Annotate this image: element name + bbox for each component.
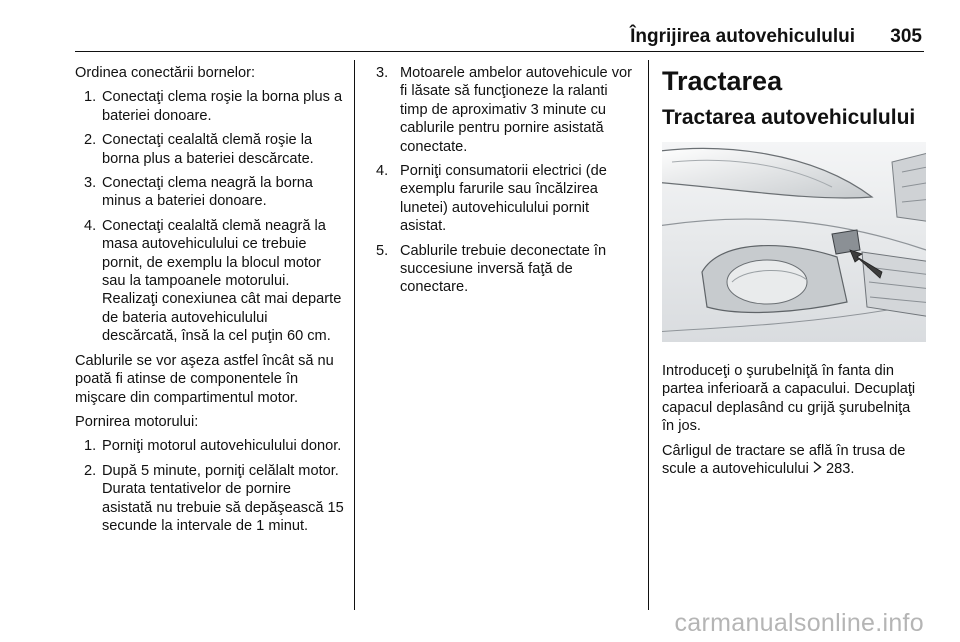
step-number: 1. [84, 438, 97, 455]
screwdriver-instruction: Introduceţi o şurubelniţă în fanta din partea inferioară a capacului. Decuplaţi capacul deplasând cu grijă şurubelniţa în jos. [662, 363, 916, 435]
list-item [75, 88, 345, 125]
upper-grille [892, 152, 926, 222]
header-rule [75, 51, 924, 52]
step-number: 1. [84, 89, 97, 106]
tow-hook-text: Cârligul de tractare se află în trusa de scule a autovehiculului [662, 442, 906, 478]
column-1 [75, 64, 345, 541]
header-title: Îngrijirea autovehiculului [630, 26, 855, 47]
step-text: Conectaţi clema neagră la borna minus a bateriei donoare. [102, 175, 313, 210]
bumper-illustration [662, 142, 926, 342]
step-number: 2. [84, 462, 97, 479]
tow-hook-location-note [662, 442, 926, 479]
step-number: 5. [376, 242, 389, 259]
continued-steps-list [373, 64, 636, 297]
list-item [373, 242, 636, 297]
tow-eye-cover [832, 230, 860, 254]
subsection-title: Tractarea autovehiculului [662, 106, 916, 129]
list-item [75, 217, 345, 346]
connection-steps-list [75, 88, 345, 345]
page-number: 305 [890, 26, 922, 47]
step-text: Conectaţi cealaltă clemă roşie la borna plus a bateriei descărcate. [102, 132, 314, 167]
watermark: carmanualsonline.info [674, 609, 924, 637]
column-divider-1 [354, 60, 355, 610]
sentence-end: . [850, 461, 855, 478]
page-reference-arrow-icon [813, 461, 822, 473]
list-item [75, 131, 345, 168]
fog-lamp [727, 260, 807, 304]
engine-start-intro: Pornirea motorului: [75, 413, 199, 430]
list-item [75, 174, 345, 211]
step-text: Porniţi consumatorii electrici (de exemplu farurile sau încălzirea lunetei) autovehiculului pornit asistat. [400, 163, 607, 235]
step-number: 3. [84, 175, 97, 192]
list-item [75, 462, 345, 536]
page-reference-link[interactable]: 283 [825, 461, 851, 478]
step-number: 4. [84, 217, 97, 234]
step-text: Porniţi motorul autovehiculului donor. [102, 438, 342, 455]
list-item [373, 162, 636, 236]
cable-placement-note: Cablurile se vor aşeza astfel încât să nu poată fi atinse de componentele în mişcare din compartimentul motor. [75, 352, 334, 406]
step-text: Conectaţi cealaltă clemă neagră la masa autovehiculului ce trebuie pornit, de exemplu la blocul motor sau la tampoanele motorului. Realizaţi conexiunea cât mai departe de bateria autovehiculului descărcată, însă la cel puţin 60 cm. [102, 217, 342, 345]
list-item [75, 437, 345, 455]
step-text: Cablurile trebuie deconectate în succesiune inversă faţă de conectare. [400, 242, 607, 296]
step-number: 2. [84, 132, 97, 149]
step-text: Conectaţi clema roşie la borna plus a bateriei donoare. [102, 89, 343, 124]
engine-start-steps-list [75, 437, 345, 535]
list-item [373, 64, 636, 156]
step-text: Motoarele ambelor autovehicule vor fi lăsate să funcţioneze la ralanti timp de aproximativ 3 minute cu cablurile pentru pornire asistată conectate. [400, 65, 633, 155]
step-number: 4. [376, 163, 389, 180]
column-3 [662, 64, 926, 484]
step-text: După 5 minute, porniţi celălalt motor. Durata tentativelor de pornire asistată nu trebuie să depăşească 15 secunde la intervale de 1 minut. [102, 462, 344, 534]
section-title: Tractarea [662, 66, 783, 96]
column-2 [373, 64, 636, 303]
connection-order-intro: Ordinea conectării bornelor: [75, 65, 256, 81]
column-divider-2 [648, 60, 649, 610]
step-number: 3. [376, 65, 389, 81]
